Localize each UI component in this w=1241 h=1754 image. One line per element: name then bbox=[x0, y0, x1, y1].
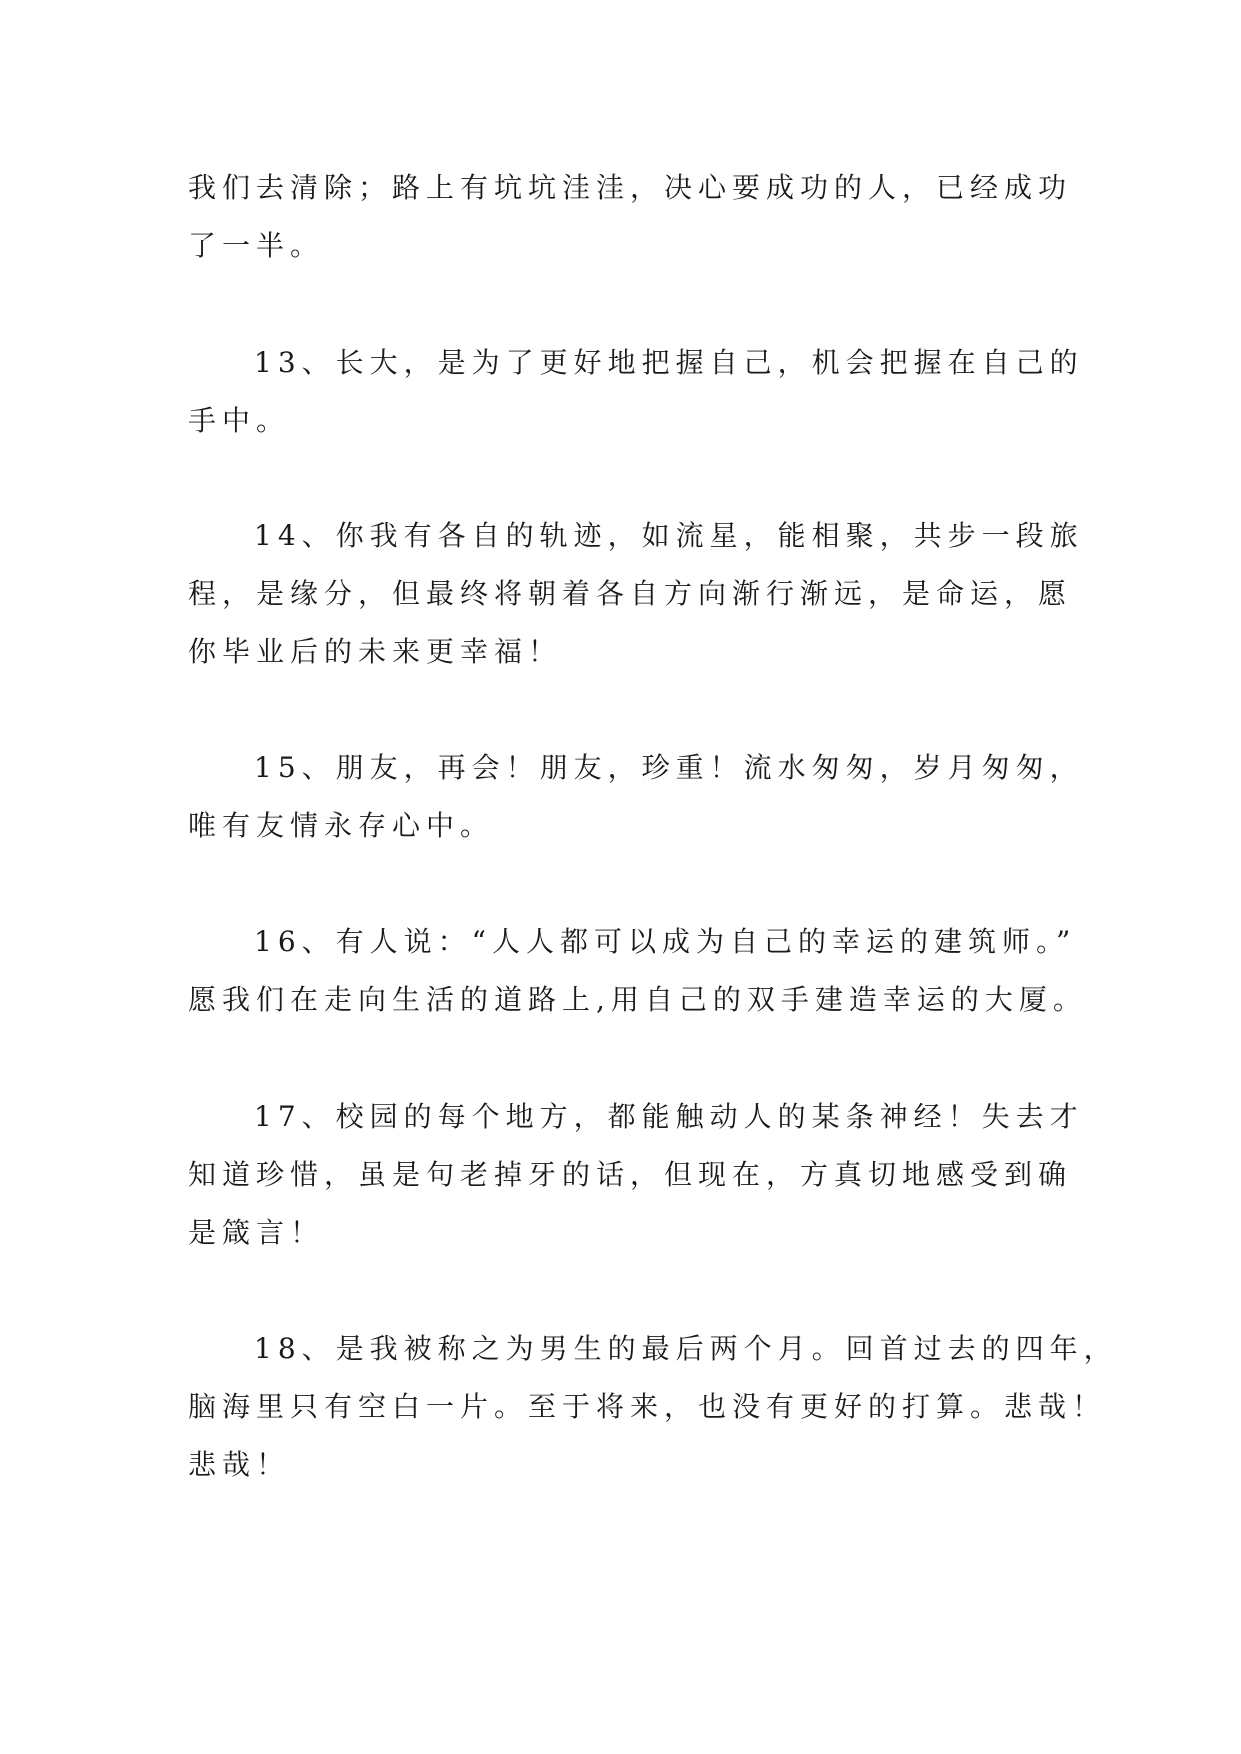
text-line: 悲哉！ bbox=[188, 1448, 291, 1481]
text-line: 13、长大，是为了更好地把握自己，机会把握在自己的 bbox=[254, 346, 1084, 379]
paragraph-item-13 bbox=[188, 334, 1084, 450]
text-line: 唯有友情永存心中。 bbox=[188, 809, 495, 842]
text-line: 16、有人说：“人人都可以成为自己的幸运的建筑师。” bbox=[254, 925, 1077, 958]
text-line: 脑海里只有空白一片。至于将来，也没有更好的打算。悲哉！ bbox=[188, 1390, 1107, 1423]
paragraph-continuation bbox=[188, 159, 1073, 275]
text-line: 18、是我被称之为男生的最后两个月。回首过去的四年， bbox=[254, 1332, 1118, 1365]
text-line: 是箴言！ bbox=[188, 1216, 325, 1249]
text-line: 14、你我有各自的轨迹，如流星，能相聚，共步一段旅 bbox=[254, 519, 1084, 552]
text-line: 17、校园的每个地方，都能触动人的某条神经！失去才 bbox=[254, 1100, 1084, 1133]
text-line: 知道珍惜，虽是句老掉牙的话，但现在，方真切地感受到确 bbox=[188, 1158, 1073, 1191]
text-line: 我们去清除；路上有坑坑洼洼，决心要成功的人，已经成功 bbox=[188, 171, 1073, 204]
paragraph-item-17 bbox=[188, 1088, 1084, 1262]
text-line: 愿我们在走向生活的道路上,用自己的双手建造幸运的大厦。 bbox=[188, 983, 1087, 1016]
text-line: 手中。 bbox=[188, 404, 291, 437]
paragraph-item-18 bbox=[188, 1320, 1118, 1494]
text-line: 15、朋友，再会！朋友，珍重！流水匆匆，岁月匆匆， bbox=[254, 751, 1084, 784]
text-line: 程，是缘分，但最终将朝着各自方向渐行渐远，是命运，愿 bbox=[188, 577, 1073, 610]
paragraph-item-15 bbox=[188, 739, 1084, 855]
paragraph-item-14 bbox=[188, 507, 1084, 681]
text-line: 了一半。 bbox=[188, 229, 325, 262]
text-line: 你毕业后的未来更幸福！ bbox=[188, 635, 563, 668]
paragraph-item-16 bbox=[188, 913, 1087, 1029]
